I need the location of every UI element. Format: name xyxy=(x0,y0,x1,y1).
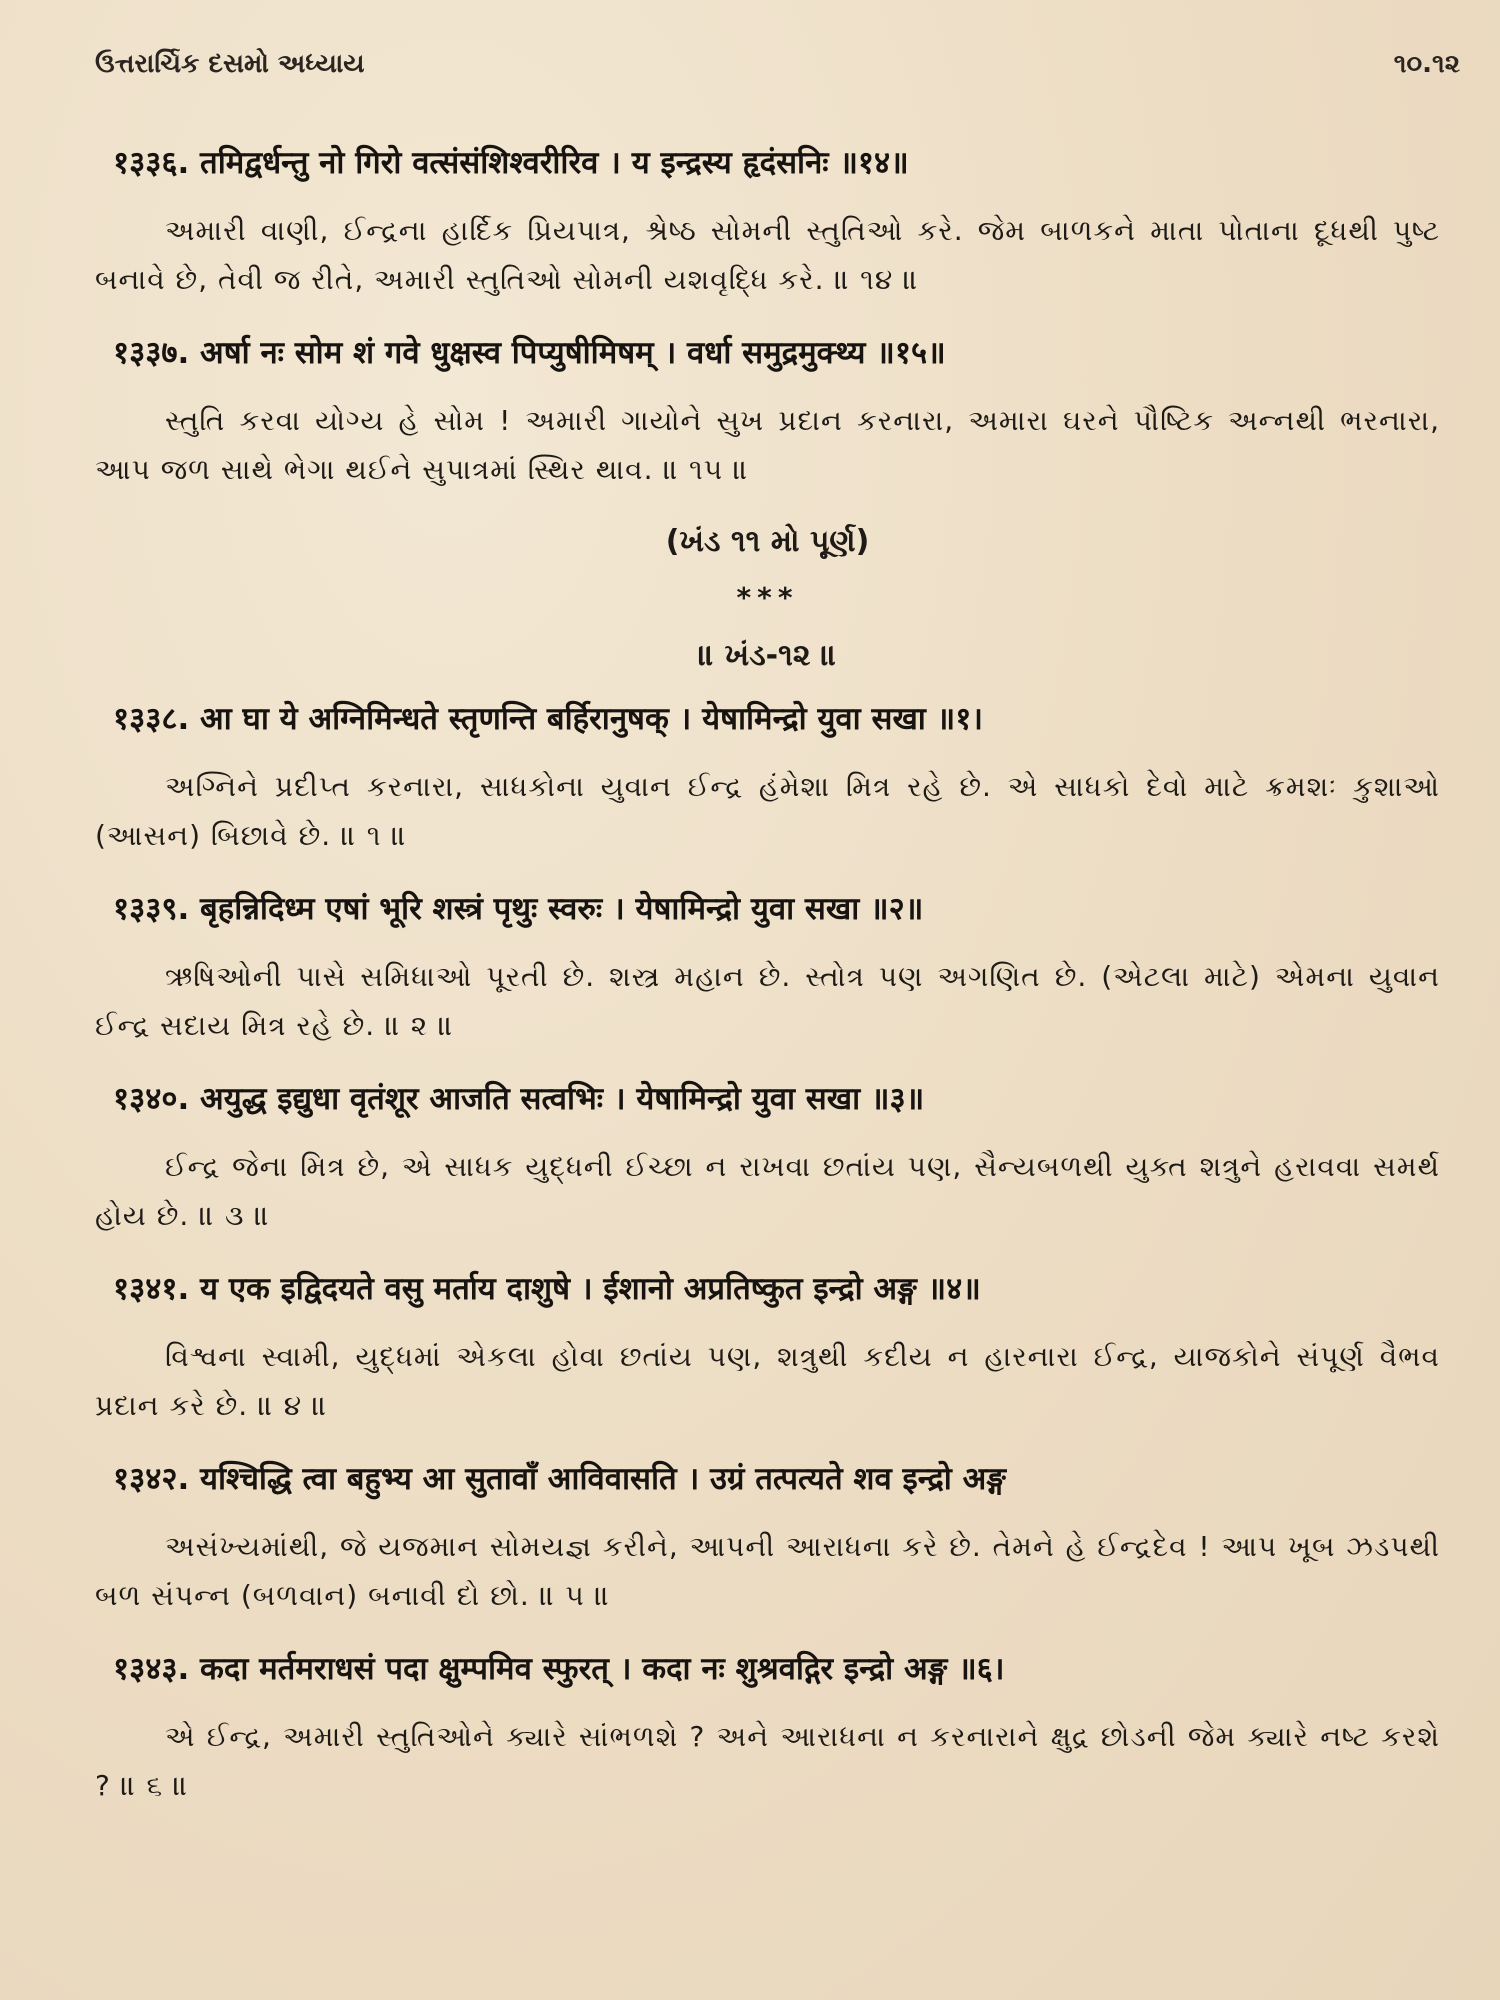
page-body xyxy=(95,140,1440,1836)
page-number: ૧૦.૧૨ xyxy=(1393,48,1460,79)
verse-1338 xyxy=(95,696,1440,860)
gujarati-translation: અસંખ્યમાંથી, જે યજમાન સોમયજ્ઞ કરીને, આપની આરાધના કરે છે. તેમને હે ઈન્દ્રદેવ ! આપ ખૂબ ઝડપથી બળ સંપન્ન (બળવાન) બનાવી દો છો. ॥ ૫ ॥ xyxy=(95,1530,1440,1612)
verse-1341 xyxy=(95,1266,1440,1430)
sanskrit-verse: १३४३. कदा मर्तमराधसं पदा क्षुम्पमिव स्फुरत् । कदा नः शुश्रवद्गिर इन्द्रो अङ्ग ॥६। xyxy=(113,1651,1005,1687)
gujarati-translation: ઈન્દ્ર જેના મિત્ર છે, એ સાધક યુદ્ધની ઈચ્છા ન રાખવા છતાંય પણ, સૈન્યબળથી યુક્ત શત્રુને હરાવવા સમર્થ હોય છે. ॥ ૩ ॥ xyxy=(95,1150,1440,1232)
khand-end-note: (ખંડ ૧૧ મો પૂર્ણ) xyxy=(665,524,870,559)
gujarati-translation: વિશ્વના સ્વામી, યુદ્ધમાં એકલા હોવા છતાંય પણ, શત્રુથી કદીય ન હારનારા ઈન્દ્ર, યાજકોને સંપૂર્ણ વૈભવ પ્રદાન કરે છે. ॥ ૪ ॥ xyxy=(95,1340,1440,1422)
verse-1342 xyxy=(95,1456,1440,1620)
gujarati-translation: અગ્નિને પ્રદીપ્ત કરનારા, સાધકોના યુવાન ઈન્દ્ર હંમેશા મિત્ર રહે છે. એ સાધકો દેવો માટે ક્રમશઃ કુશાઓ (આસન) બિછાવે છે. ॥ ૧ ॥ xyxy=(95,770,1440,852)
gujarati-translation: અમારી વાણી, ઈન્દ્રના હાર્દિક પ્રિયપાત્ર, શ્રેષ્ઠ સોમની સ્તુતિઓ કરે. જેમ બાળકને માતા પોતાના દૂધથી પુષ્ટ બનાવે છે, તેવી જ રીતે, અમારી સ્તુતિઓ સોમની યશવૃદ્ધિ કરે. ॥ ૧૪ ॥ xyxy=(95,214,1440,296)
sanskrit-verse: १३४०. अयुद्ध इद्युधा वृतंशूर आजति सत्वभिः । येषामिन्द्रो युवा सखा ॥३॥ xyxy=(113,1081,925,1117)
chapter-title: ઉત્તરાર્ચિક દસમો અધ્યાય xyxy=(95,48,365,79)
gujarati-translation: ઋષિઓની પાસે સમિધાઓ પૂરતી છે. શસ્ત્ર મહાન છે. સ્તોત્ર પણ અગણિત છે. (એટલા માટે) એમના યુવાન ઈન્દ્ર સદાય મિત્ર રહે છે. ॥ ૨ ॥ xyxy=(95,960,1440,1042)
sanskrit-verse: १३४२. यश्चिद्धि त्वा बहुभ्य आ सुतावाँ आविवासति । उग्रं तत्पत्यते शव इन्द्रो अङ्ग xyxy=(113,1461,1006,1497)
sanskrit-verse: १३३६. तमिद्वर्धन्तु नो गिरो वत्संसंशिश्वरीरिव । य इन्द्रस्य हृदंसनिः ॥१४॥ xyxy=(113,145,909,181)
sanskrit-verse: १३४१. य एक इद्विदयते वसु मर्ताय दाशुषे । ईशानो अप्रतिष्कुत इन्द्रो अङ्ग ॥४॥ xyxy=(113,1271,981,1307)
sanskrit-verse: १३३८. आ घा ये अग्निमिन्धते स्तृणन्ति बर्हिरानुषक् । येषामिन्द्रो युवा सखा ॥१। xyxy=(113,701,984,737)
verse-1336 xyxy=(95,140,1440,304)
khand-heading: ॥ ખંડ-૧૨ ॥ xyxy=(698,638,837,673)
verse-1339 xyxy=(95,886,1440,1050)
sanskrit-verse: १३३९. बृहन्निदिध्म एषां भूरि शस्त्रं पृथुः स्वरुः । येषामिन्द्रो युवा सखा ॥२॥ xyxy=(113,891,924,927)
sanskrit-verse: १३३७. अर्षा नः सोम शं गवे धुक्षस्व पिप्युषीमिषम् । वर्धा समुद्रमुक्थ्य ॥१५॥ xyxy=(113,335,946,371)
verse-1343 xyxy=(95,1646,1440,1810)
gujarati-translation: એ ઈન્દ્ર, અમારી સ્તુતિઓને ક્યારે સાંભળશે ? અને આરાધના ન કરનારાને ક્ષુદ્ર છોડની જેમ ક્યારે નષ્ટ કરશે ? ॥ ૬ ॥ xyxy=(95,1720,1440,1802)
verse-1337 xyxy=(95,330,1440,494)
verse-1340 xyxy=(95,1076,1440,1240)
gujarati-translation: સ્તુતિ કરવા યોગ્ય હે સોમ ! અમારી ગાયોને સુખ પ્રદાન કરનારા, અમારા ઘરને પૌષ્ટિક અન્નથી ભરનારા, આપ જળ સાથે ભેગા થઈને સુપાત્રમાં સ્થિર થાવ. ॥ ૧૫ ॥ xyxy=(95,404,1440,486)
running-header xyxy=(95,44,1460,84)
section-separator: *** xyxy=(736,581,799,614)
